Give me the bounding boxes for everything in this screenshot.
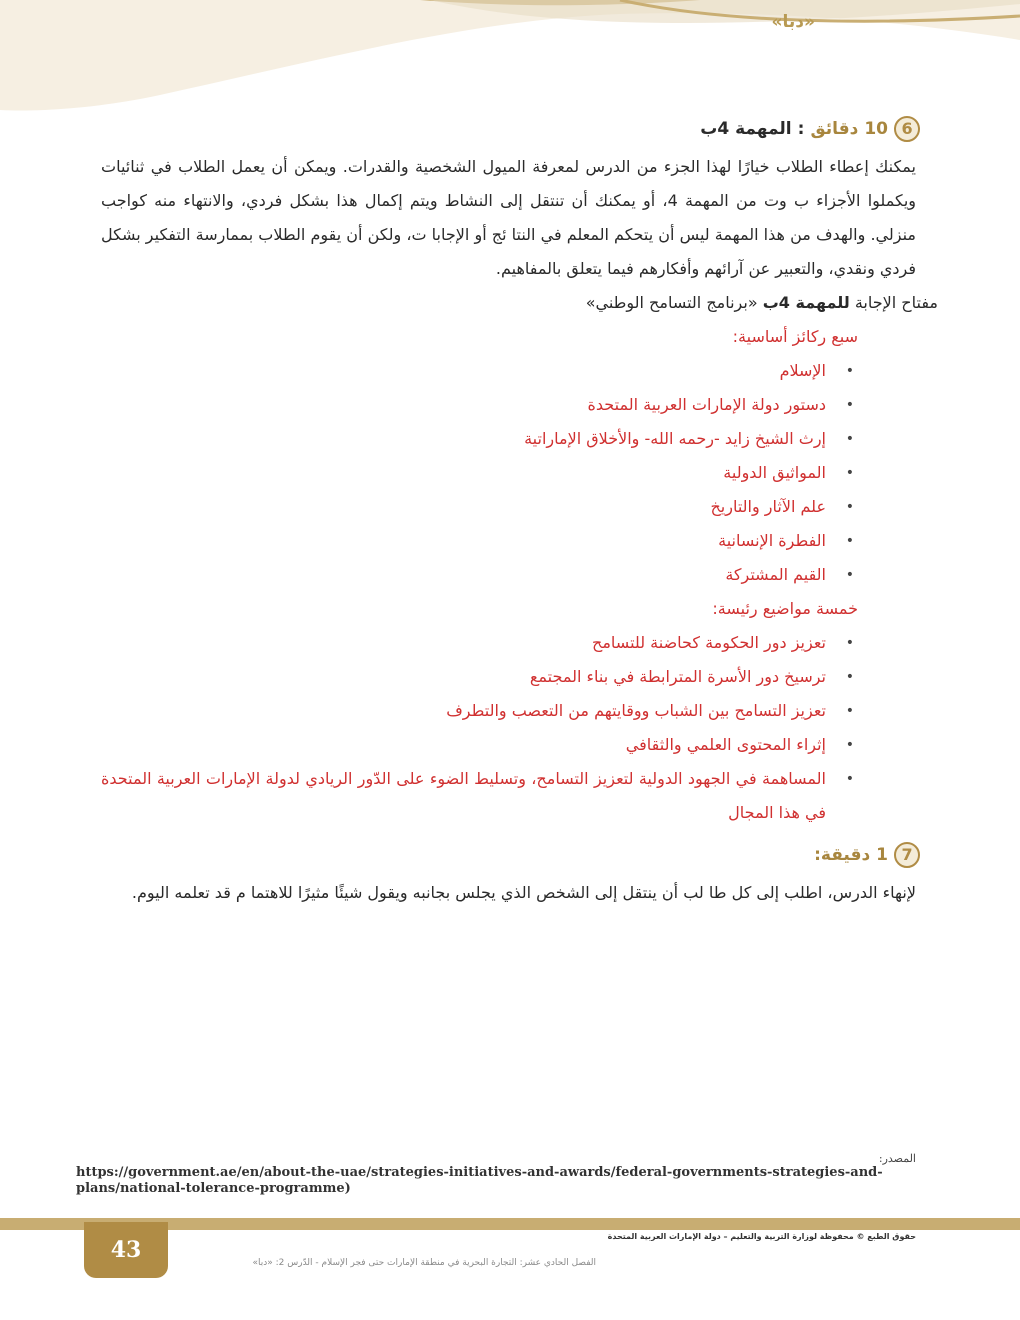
copyright-notice: حقوق الطبع © محفوظة لوزارة التربية والتعليم – دولة الإمارات العربية المتحدة	[607, 1232, 916, 1241]
pillars-heading: سبع ركائز أساسية:	[732, 327, 858, 346]
answer-key-task: للمهمة 4ب	[762, 293, 850, 312]
list-item: • إثراء المحتوى العلمي والثقافي	[101, 728, 826, 762]
page-number: 43	[84, 1222, 168, 1278]
step-6-time: 10 دقائق	[810, 119, 888, 139]
bullet-icon: •	[845, 567, 854, 583]
step-number-badge: 7	[894, 842, 920, 868]
step-6-heading	[101, 112, 920, 146]
lesson-title: «دبا»	[771, 12, 815, 32]
list-item: • إرث الشيخ زايد -رحمه الله- والأخلاق الإماراتية	[101, 422, 826, 456]
heading-separator: :	[797, 119, 805, 139]
step-7-time: 1 دقيقة:	[814, 845, 888, 865]
answer-key-program: «برنامج التسامح الوطني»	[585, 293, 763, 312]
step-7-paragraph: لإنهاء الدرس، اطلب إلى كل طا لب أن ينتقل إلى الشخص الذي يجلس بجانبه ويقول شيئًا مثيرًا للاهتما م قد تعلمه اليوم.	[131, 883, 916, 902]
bullet-icon: •	[845, 363, 854, 379]
source-citation	[76, 1152, 916, 1197]
bullet-icon: •	[845, 703, 854, 719]
list-item: • المواثيق الدولية	[101, 456, 826, 490]
bullet-icon: •	[845, 465, 854, 481]
bullet-icon: •	[845, 737, 854, 753]
bullet-icon: •	[845, 635, 854, 651]
header-decoration	[0, 0, 1020, 120]
list-item: • تعزيز التسامح بين الشباب ووقايتهم من التعصب والتطرف	[101, 694, 826, 728]
step-7-heading	[101, 838, 920, 872]
bullet-icon: •	[845, 397, 854, 413]
step-6-task: المهمة 4ب	[700, 119, 792, 139]
main-content	[101, 112, 938, 910]
list-item: • القيم المشتركة	[101, 558, 826, 592]
bullet-icon: •	[845, 771, 854, 787]
step-number-badge: 6	[894, 116, 920, 142]
list-item: • الإسلام	[101, 354, 826, 388]
source-url: https://government.ae/en/about-the-uae/strategies-initiatives-and-awards/federal-governments-strategies-and-plans/national-tolerance-programme)	[76, 1165, 883, 1196]
list-item: • ترسيخ دور الأسرة المترابطة في بناء المجتمع	[101, 660, 826, 694]
bullet-icon: •	[845, 669, 854, 685]
source-label: المصدر:	[878, 1152, 916, 1165]
bullet-icon: •	[845, 431, 854, 447]
footer-chapter-line: الفصل الحادي عشر: التجارة البحرية في منطقة الإمارات حتى فجر الإسلام - الدّرس 2: «دبا»	[252, 1258, 596, 1268]
list-item: • المساهمة في الجهود الدولية لتعزيز التسامح، وتسليط الضوء على الدّور الريادي لدولة الإمارات العربية المتحدة في هذا المجال	[101, 762, 826, 830]
topics-heading: خمسة مواضيع رئيسة:	[712, 599, 858, 618]
pillars-list	[101, 354, 916, 592]
answer-key-line	[101, 286, 938, 320]
step-6-paragraph: يمكنك إعطاء الطلاب خيارًا لهذا الجزء من الدرس لمعرفة الميول الشخصية والقدرات. ويمكن أن يعمل الطلاب في ثنائيات ويكملوا الأجزاء ب وت من المهمة 4، أو يمكنك أن تنتقل إلى النشاط ويتم إكمال هذا بشكل فردي، والانتهاء منه كواجب منزلي. والهدف من هذا المهمة ليس أن يتحكم المعلم في النتا ئج أو الإجابا ت، ولكن أن يقوم الطلاب بممارسة التفكير بشكل فردي ونقدي، والتعبير عن آرائهم وأفكارهم فيما يتعلق بالمفاهيم.	[101, 157, 916, 278]
bullet-icon: •	[845, 499, 854, 515]
list-item: • تعزيز دور الحكومة كحاضنة للتسامح	[101, 626, 826, 660]
list-item: • علم الآثار والتاريخ	[101, 490, 826, 524]
list-item: • الفطرة الإنسانية	[101, 524, 826, 558]
list-item: • دستور دولة الإمارات العربية المتحدة	[101, 388, 826, 422]
topics-list	[101, 626, 916, 830]
bullet-icon: •	[845, 533, 854, 549]
answer-key-prefix: مفتاح الإجابة	[849, 293, 938, 312]
step-7-section	[101, 838, 916, 910]
